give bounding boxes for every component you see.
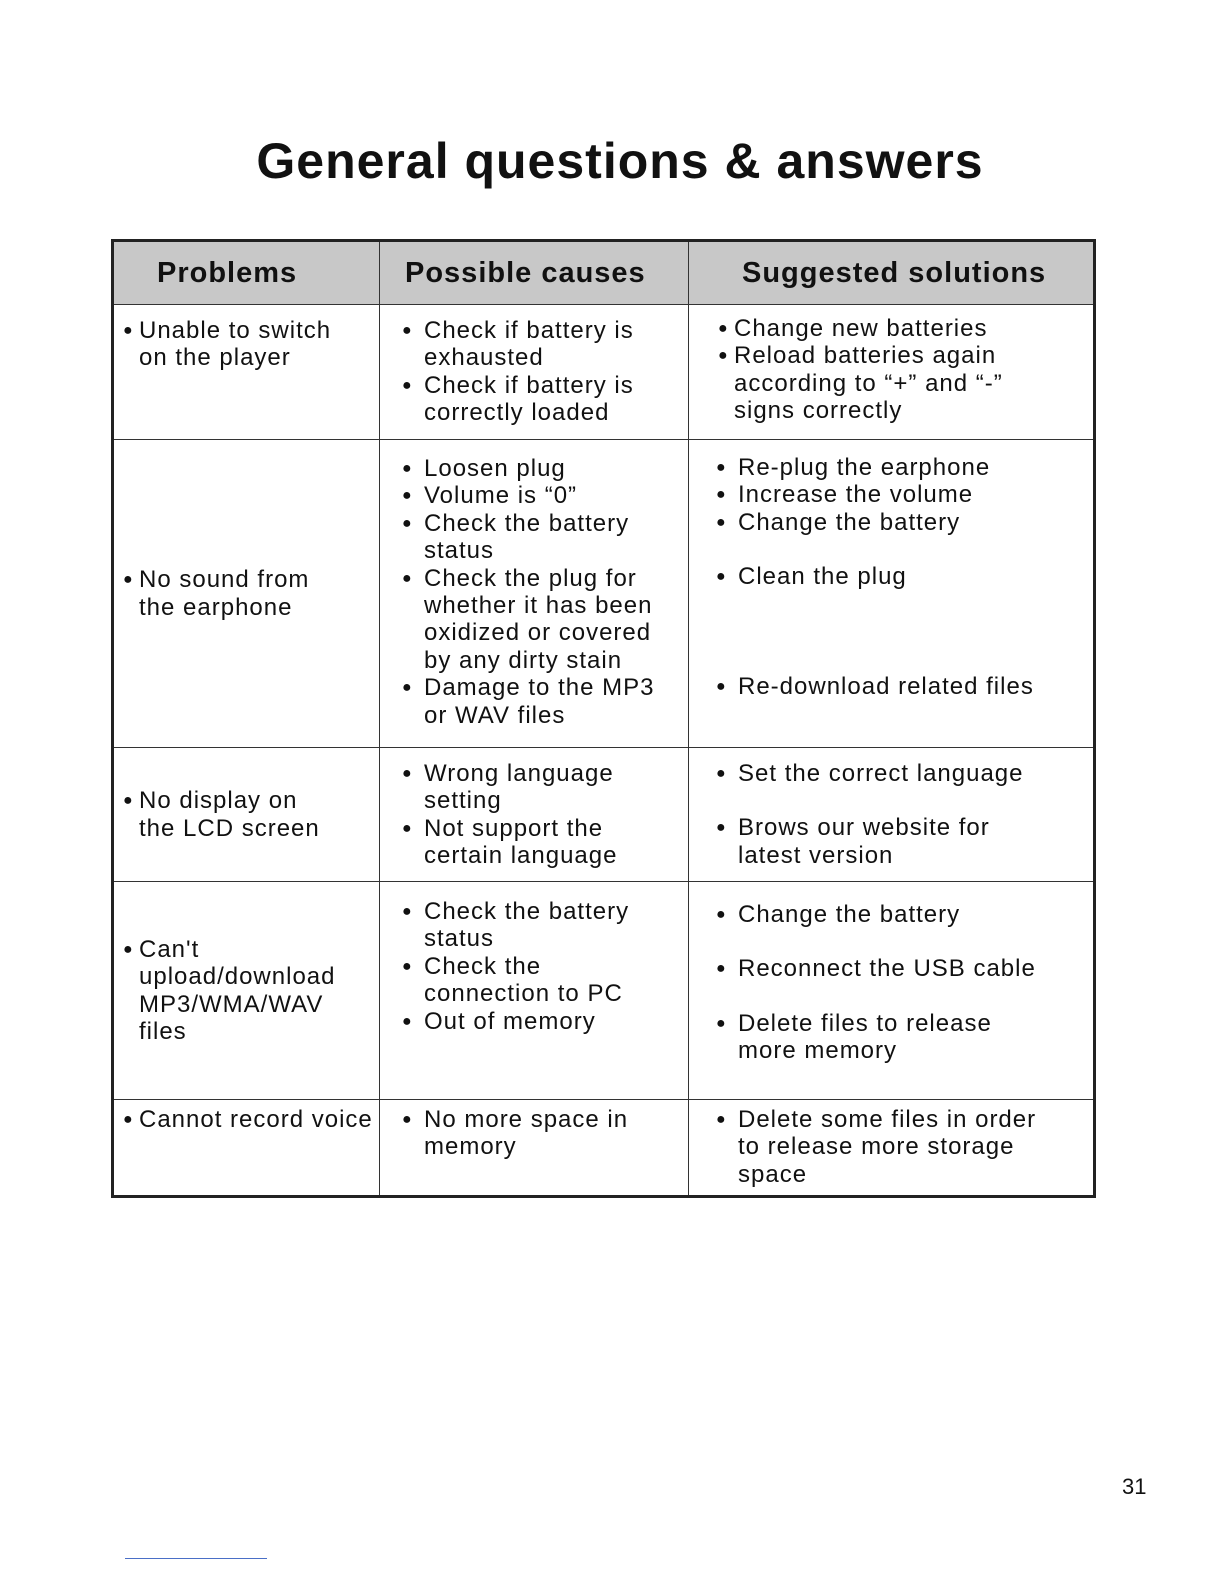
solutions-cell (689, 440, 1095, 748)
problem-text: Cannot record voice (139, 1106, 373, 1133)
table-row (113, 748, 1095, 882)
bullet-icon: ● (123, 940, 134, 958)
bullet-icon: ● (716, 819, 727, 837)
problem-cell (113, 748, 380, 882)
solution-text: Re-plug the earphone (738, 454, 991, 481)
problem-cell (113, 882, 380, 1100)
cause-text: No more space in memory (424, 1106, 629, 1161)
bullet-icon: ● (716, 960, 727, 978)
bullet-icon: ● (123, 1111, 134, 1128)
cause-text: Wrong language setting (424, 760, 614, 815)
bullet-icon: ● (402, 765, 413, 782)
problem-text: Unable to switch on the player (139, 317, 332, 372)
bullet-icon: ● (402, 819, 413, 837)
header-suggested-solutions: Suggested solutions (689, 241, 1095, 305)
causes-cell (380, 305, 689, 440)
table-row (113, 305, 1095, 440)
problem-text: Can't upload/download MP3/WMA/WAV files (139, 935, 336, 1045)
bullet-icon: ● (716, 765, 727, 782)
solution-text: Clean the plug (738, 563, 907, 591)
solutions-cell (689, 1100, 1095, 1197)
bullet-icon: ● (716, 1014, 727, 1032)
bullet-icon: ● (716, 1111, 727, 1128)
cause-text: Damage to the MP3 or WAV files (424, 674, 655, 729)
bullet-icon: ● (123, 571, 134, 589)
bullet-icon: ● (123, 792, 134, 810)
solution-text: Change the battery (738, 901, 961, 928)
header-problems: Problems (113, 241, 380, 305)
bullet-icon: ● (716, 459, 727, 476)
solutions-cell (689, 748, 1095, 882)
footer-rule (125, 1558, 267, 1559)
bullet-icon: ● (716, 513, 727, 531)
solution-text: Increase the volume (738, 481, 974, 509)
cause-text: Out of memory (424, 1007, 596, 1035)
bullet-icon: ● (402, 957, 413, 975)
table-row (113, 440, 1095, 748)
header-row (113, 241, 1095, 305)
bullet-icon: ● (718, 320, 729, 337)
solution-text: Reload batteries again according to “+” and “-” signs correctly (734, 342, 1003, 425)
bullet-icon: ● (718, 347, 729, 365)
table-row (113, 1100, 1095, 1197)
solutions-cell (689, 882, 1095, 1100)
cause-text: Loosen plug (424, 455, 566, 482)
bullet-icon: ● (402, 487, 413, 505)
cause-text: Check if battery is exhausted (424, 317, 634, 372)
page-number: 31 (1122, 1474, 1147, 1499)
bullet-icon: ● (402, 569, 413, 587)
problem-cell (113, 305, 380, 440)
table-row (113, 882, 1095, 1100)
cause-text: Check the plug for whether it has been oxidized or covered by any dirty stain (424, 564, 653, 674)
header-possible-causes: Possible causes (380, 241, 689, 305)
solution-text: Re-download related files (738, 672, 1034, 700)
bullet-icon: ● (402, 679, 413, 697)
problem-cell (113, 440, 380, 748)
qa-table (111, 239, 1096, 1198)
cause-text: Check the battery status (424, 509, 630, 565)
solution-text: Set the correct language (738, 760, 1024, 787)
bullet-icon: ● (123, 322, 134, 339)
bullet-icon: ● (716, 906, 727, 923)
bullet-icon: ● (402, 1111, 413, 1128)
causes-cell (380, 748, 689, 882)
problem-cell (113, 1100, 380, 1197)
solution-text: Change new batteries (734, 315, 988, 342)
bullet-icon: ● (402, 460, 413, 477)
solution-text: Reconnect the USB cable (738, 955, 1036, 983)
cause-text: Check if battery is correctly loaded (424, 371, 634, 427)
bullet-icon: ● (716, 568, 727, 586)
solution-text: Delete files to release more memory (738, 1009, 992, 1065)
bullet-icon: ● (716, 677, 727, 695)
causes-cell (380, 440, 689, 748)
bullet-icon: ● (402, 1012, 413, 1030)
causes-cell (380, 1100, 689, 1197)
cause-text: Not support the certain language (424, 814, 618, 870)
causes-cell (380, 882, 689, 1100)
problem-text: No sound from the earphone (139, 566, 310, 621)
bullet-icon: ● (402, 514, 413, 532)
solution-text: Change the battery (738, 508, 961, 536)
bullet-icon: ● (402, 376, 413, 394)
solution-text: Brows our website for latest version (738, 814, 990, 869)
bullet-icon: ● (716, 486, 727, 504)
page-title: General questions & answers (256, 133, 984, 189)
problem-text: No display on the LCD screen (139, 787, 320, 842)
bullet-icon: ● (402, 903, 413, 920)
solution-text: Delete some files in order to release more storage space (738, 1106, 1037, 1188)
cause-text: Check the connection to PC (424, 952, 623, 1008)
solutions-cell (689, 305, 1095, 440)
bullet-icon: ● (402, 322, 413, 339)
cause-text: Check the battery status (424, 898, 630, 953)
cause-text: Volume is “0” (424, 482, 578, 510)
